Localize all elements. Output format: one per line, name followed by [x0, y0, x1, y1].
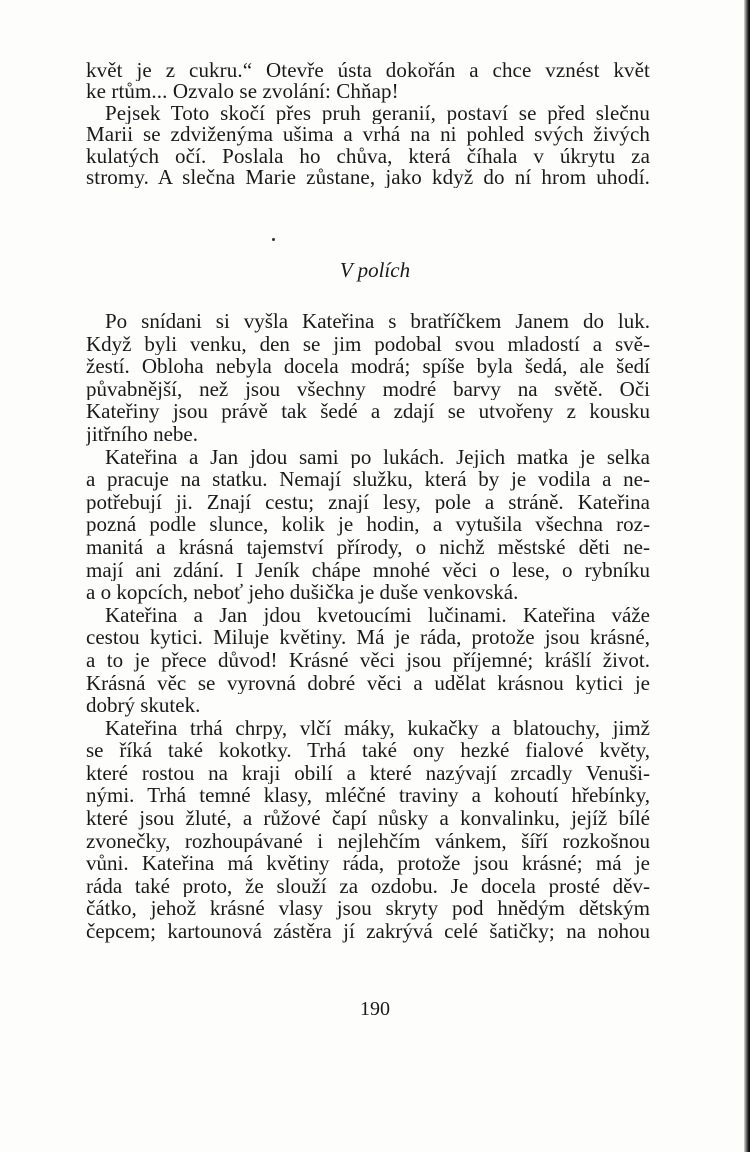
text-line: Kateřina a Jan jdou sami po lukách. Jejich matka je selka [105, 445, 650, 469]
text-line: manitá a krásná tajemství přírody, o nichž městské děti ne- [86, 535, 650, 559]
text-line: květ je z cukru.“ Otevře ústa dokořán a chce vznést květ [86, 60, 650, 82]
text-line: nými. Trhá temné klasy, mléčné traviny a kohoutí hřebínky, [86, 784, 650, 808]
text-line: Kateřina trhá chrpy, vlčí máky, kukačky a blatouchy, jimž [105, 716, 650, 740]
book-spine-shadow [744, 0, 750, 1152]
text-line: čátko, jehož krásné vlasy jsou skryty pod hnědým dětským [86, 897, 650, 921]
text-line: Po snídani si vyšla Kateřina s bratříčkem Janem do luk. [105, 310, 650, 333]
text-line: se říká také kokotky. Trhá také ony hezké fialové květy, [86, 739, 650, 762]
text-line: cestou kytici. Miluje květiny. Má je ráda, protože jsou krásné, [86, 626, 650, 649]
text-line: žestí. Obloha nebyla docela modrá; spíše byla šedá, ale šedí [86, 355, 650, 378]
top-text-block [86, 60, 650, 188]
text-line: Pejsek Toto skočí přes pruh geranií, postaví se před slečnu [105, 102, 650, 125]
section-heading: V polích [339, 258, 411, 282]
text-line: čepcem; kartounová zástěra jí zakrývá celé šatičky; na nohou [86, 920, 650, 943]
text-line: dobrý skutek. [86, 694, 201, 717]
text-line: vůni. Kateřina má květiny ráda, protože jsou krásné; má je [86, 852, 650, 875]
text-line: půvabnější, než jsou všechny modré barvy na světě. Oči [86, 377, 650, 401]
text-line: a o kopcích, neboť jeho dušička je duše venkovská. [86, 581, 519, 604]
text-line: Kateřina a Jan jdou kvetoucími lučinami. Kateřina váže [105, 603, 650, 627]
text-line: které jsou žluté, a růžové čapí nůsky a konvalinku, jejíž bílé [86, 807, 650, 830]
text-line: kulatých očí. Poslala ho chůva, která číhala v úkrytu za [86, 145, 650, 168]
text-line: pozná podle slunce, kolik je hodin, a vytušila všechna roz- [86, 513, 650, 536]
text-line: ke rtům... Ozvalo se zvolání: Chňap! [86, 81, 399, 103]
main-text-block [86, 310, 650, 943]
text-line: Krásná věc se vyrovná dobré věci a udělat krásnou kytici je [86, 671, 650, 695]
text-line: a to je přece důvod! Krásné věci jsou příjemné; krášlí život. [86, 648, 650, 672]
text-line: ráda také proto, že slouží za ozdobu. Je docela prosté děv- [86, 874, 650, 898]
text-line: zvonečky, rozhoupávané i nejlehčím vánkem, šíří rozkošnou [86, 829, 650, 853]
text-line: potřebují ji. Znají cestu; znají lesy, pole a stráně. Kateřina [86, 490, 650, 514]
text-line: Když byli venku, den se jim podobal svou mladostí a svě- [86, 332, 650, 356]
text-line: jitřního nebe. [86, 422, 198, 446]
text-line: stromy. A slečna Marie zůstane, jako když do ní hrom uhodí. [86, 167, 650, 189]
text-line: Kateřiny jsou právě tak šedé a zdají se utvořeny z kousku [86, 400, 650, 423]
text-line: mají ani zdání. I Jeník chápe mnohé věci o lese, o rybníku [86, 558, 650, 582]
text-line: Marii se zdviženýma ušima a vrhá na ni pohled svých živých [86, 124, 650, 146]
text-line: a pracuje na statku. Nemají služku, která by je vodila a ne- [86, 468, 650, 491]
text-line: které rostou na kraji obilí a které nazývají zrcadly Venuši- [86, 761, 650, 785]
page-number: 190 [360, 998, 390, 1020]
ink-speck [272, 238, 275, 241]
